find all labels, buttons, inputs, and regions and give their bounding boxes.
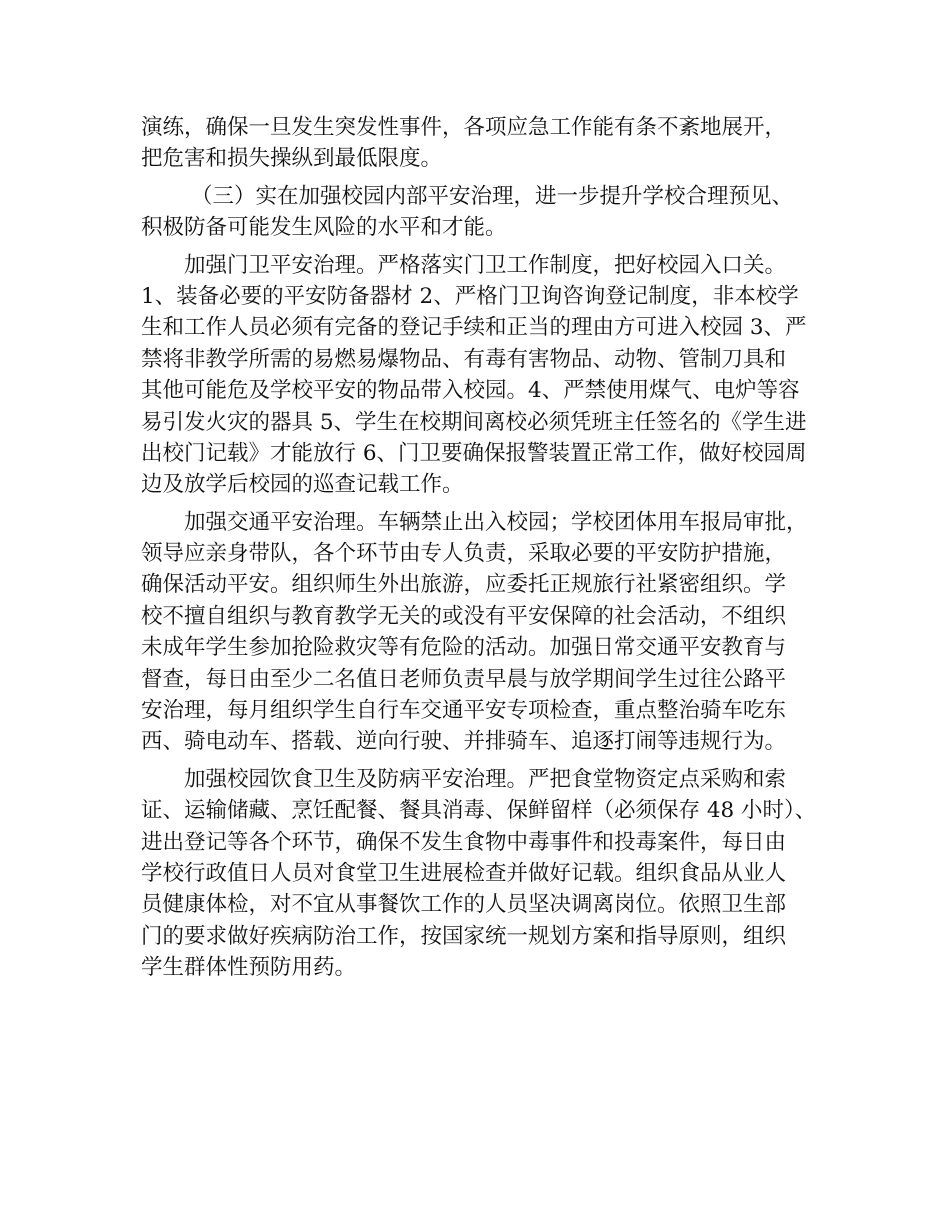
text-line: 学校行政值日人员对食堂卫生进展检查并做好记载。组织食品从业人	[141, 860, 787, 886]
text-line: 学生群体性预防用药。	[141, 955, 357, 981]
text-line: 演练，确保一旦发生突发性事件，各项应急工作能有条不紊地展开，	[141, 115, 787, 140]
text-line: 校不擅自组织与教育教学无关的或没有平安保障的社会活动，不组织	[141, 603, 787, 629]
text-line: 出校门记载》才能放行 6、门卫要确保报警装置正常工作，做好校园周	[141, 440, 807, 466]
text-line: 西、骑电动车、搭载、逆向行驶、并排骑车、追逐打闹等违规行为。	[141, 729, 787, 755]
text-line: 加强门卫平安治理。严格落实门卫工作制度，把好校园入口关。	[184, 252, 787, 278]
paragraph-traffic-safety	[141, 507, 816, 758]
document-body	[141, 112, 816, 984]
text-line: 积极防备可能发生风险的水平和才能。	[141, 215, 507, 241]
text-line: 领导应亲身带队，各个环节由专人负责，采取必要的平安防护措施，	[141, 541, 787, 567]
paragraph-gate-security	[141, 250, 816, 501]
text-line: 1、装备必要的平安防备器材 2、严格门卫询咨询登记制度，非本校学	[141, 283, 799, 309]
text-line: 门的要求做好疾病防治工作，按国家统一规划方案和指导原则，组织	[141, 923, 787, 949]
text-line: 边及放学后校园的巡查记载工作。	[141, 472, 464, 498]
text-line: 进出登记等各个环节，确保不发生食物中毒事件和投毒案件，每日由	[141, 829, 787, 855]
text-line: 员健康体检，对不宜从事餐饮工作的人员坚决调离岗位。依照卫生部	[141, 892, 787, 918]
text-line: 证、运输储藏、烹饪配餐、餐具消毒、保鲜留样（必须保存 48 小时）、	[141, 798, 817, 824]
text-line: 把危害和损失操纵到最低限度。	[141, 146, 443, 172]
text-line: 加强交通平安治理。车辆禁止出入校园；学校团体用车报局审批，	[184, 509, 808, 535]
text-line: 安治理，每月组织学生自行车交通平安专项检查，重点整治骑车吃东	[141, 698, 787, 724]
paragraph-emergency-drill	[141, 112, 816, 175]
text-line: 确保活动平安。组织师生外出旅游，应委托正规旅行社紧密组织。学	[141, 572, 787, 598]
text-line: 易引发火灾的器具 5、学生在校期间离校必须凭班主任签名的《学生进	[141, 409, 807, 435]
text-line: 加强校园饮食卫生及防病平安治理。严把食堂物资定点采购和索	[184, 766, 787, 792]
text-line: 生和工作人员必须有完备的登记手续和正当的理由方可进入校园 3、严	[141, 315, 807, 341]
text-line: 未成年学生参加抢险救灾等有危险的活动。加强日常交通平安教育与	[141, 635, 787, 661]
text-line: 其他可能危及学校平安的物品带入校园。4、严禁使用煤气、电炉等容	[141, 378, 800, 404]
paragraph-section-heading	[141, 181, 816, 244]
text-line: 禁将非教学所需的易燃易爆物品、有毒有害物品、动物、管制刀具和	[141, 346, 787, 372]
text-line: 督查，每日由至少二名值日老师负责早晨与放学期间学生过往公路平	[141, 666, 787, 692]
paragraph-food-hygiene	[141, 764, 816, 984]
section-heading-line: （三）实在加强校园内部平安治理，进一步提升学校合理预见、	[191, 183, 794, 209]
